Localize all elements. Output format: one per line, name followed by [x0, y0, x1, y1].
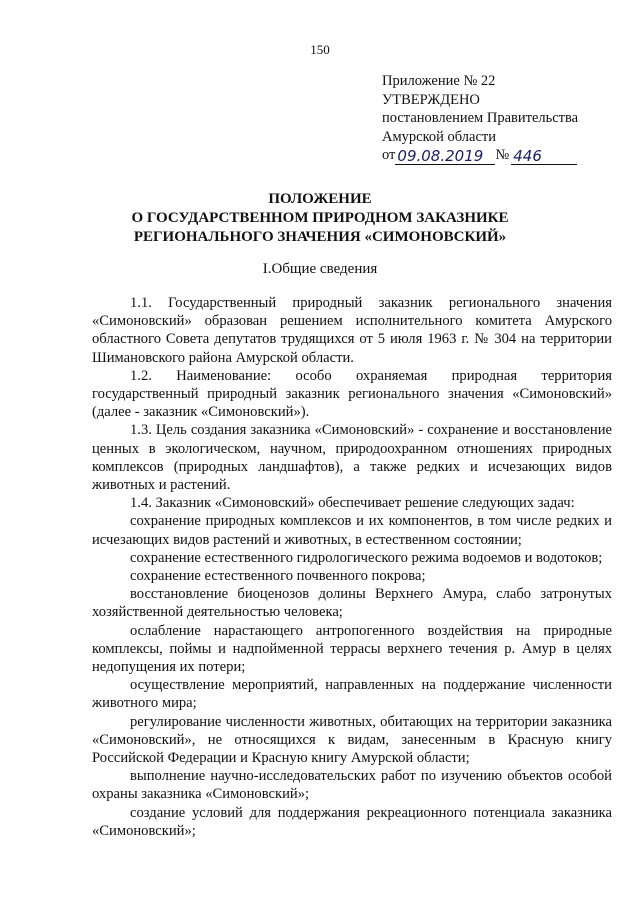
title-line-3: РЕГИОНАЛЬНОГО ЗНАЧЕНИЯ «СИМОНОВСКИЙ» [133, 229, 507, 245]
task-item: регулирование численности животных, обитающих на территории заказника «Симоновский», не относящихся к видам, занесенным в Красную книгу Российской Федерации и Красную книгу Амурской области; [92, 713, 612, 767]
task-item: выполнение научно-исследовательских работ по изучению объектов особой охраны заказника «Симоновский»; [92, 768, 612, 803]
task-item: восстановление биоценозов долины Верхнего Амура, слабо затронутых хозяйственной деятельностью человека; [92, 586, 612, 621]
page-number: 150 [310, 42, 330, 57]
appendix-label: Приложение № 22 [382, 73, 496, 89]
number-label: № [495, 147, 510, 163]
task-item: сохранение природных комплексов и их компонентов, в том числе редких и исчезающих видов растений и животных, в естественном состоянии; [92, 513, 612, 548]
paragraph-1-3: 1.3. Цель создания заказника «Симоновский» - сохранение и восстановление ценных в экологическом, научном, природоохранном отношениях природных комплексов (природных ландшафтов), а также редких и исчезающих видов животных и растений. [92, 422, 612, 494]
approved-label: УТВЕРЖДЕНО [382, 91, 480, 108]
task-item: сохранение естественного почвенного покрова; [130, 568, 426, 585]
handwritten-date: 09.08.2019 [395, 148, 495, 165]
title-line-2: О ГОСУДАРСТВЕННОМ ПРИРОДНОМ ЗАКАЗНИКЕ [131, 210, 509, 226]
handwritten-number: 446 [511, 148, 577, 165]
date-number-line [382, 146, 622, 165]
from-label: от [382, 147, 396, 163]
approved-by-line-2: Амурской области [382, 128, 496, 145]
task-item: ослабление нарастающего антропогенного воздействия на природные комплексы, поймы и надпойменной террасы верхнего течения р. Амур в целях недопущения их потери; [92, 622, 612, 676]
section-title: I.Общие сведения [262, 261, 378, 277]
document-body [92, 294, 612, 840]
paragraph-1-2: 1.2. Наименование: особо охраняемая природная территория государственный природный заказник регионального значения «Симоновский» (далее - заказник «Симоновский»). [92, 367, 612, 421]
approved-by-line-1: постановлением Правительства [382, 110, 579, 126]
task-item: осуществление мероприятий, направленных на поддержание численности животного мира; [92, 677, 612, 712]
task-item: сохранение естественного гидрологического режима водоемов и водотоков; [130, 549, 603, 566]
approval-block [382, 72, 622, 165]
title-line-1: ПОЛОЖЕНИЕ [268, 191, 372, 207]
paragraph-1-4: 1.4. Заказник «Симоновский» обеспечивает решение следующих задач: [130, 495, 575, 512]
document-title [0, 190, 640, 247]
task-item: создание условий для поддержания рекреационного потенциала заказника «Симоновский»; [92, 804, 612, 839]
paragraph-1-1: 1.1. Государственный природный заказник регионального значения «Симоновский» образован решением исполнительного комитета Амурского областного Совета депутатов трудящихся от 5 июля 1963 г. № 304 на территории Шимановского района Амурской области. [92, 295, 612, 366]
